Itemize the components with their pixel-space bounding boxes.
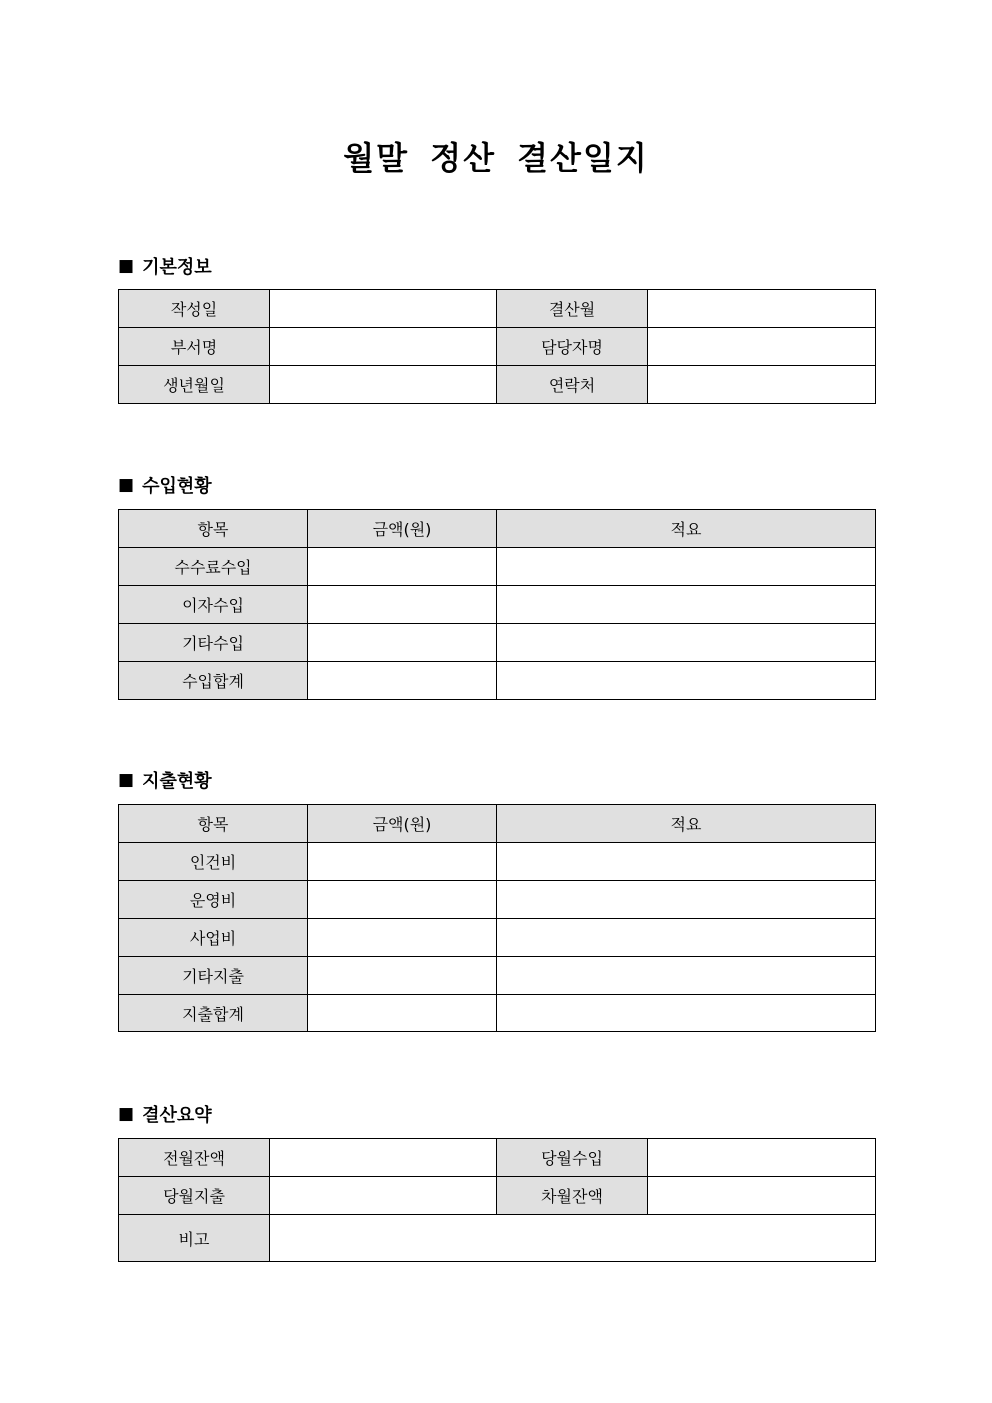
input-cell[interactable]	[270, 366, 497, 404]
column-header: 적요	[497, 510, 876, 548]
input-cell[interactable]	[648, 1139, 876, 1177]
section-heading-summary	[118, 1101, 212, 1127]
item-label: 이자수입	[119, 586, 308, 624]
amount-cell[interactable]	[308, 586, 497, 624]
input-cell[interactable]	[270, 1139, 497, 1177]
input-cell[interactable]	[270, 1177, 497, 1215]
label-cell: 당월수입	[497, 1139, 648, 1177]
table-row	[119, 995, 876, 1032]
item-label: 수수료수입	[119, 548, 308, 586]
basic-info-table	[118, 289, 876, 404]
label-cell: 생년월일	[119, 366, 270, 404]
column-header: 금액(원)	[308, 805, 497, 843]
table-row	[119, 1139, 876, 1177]
table-row	[119, 919, 876, 957]
table-row	[119, 624, 876, 662]
table-row	[119, 290, 876, 328]
label-cell: 비고	[119, 1215, 270, 1262]
item-label: 운영비	[119, 881, 308, 919]
label-cell: 차월잔액	[497, 1177, 648, 1215]
note-cell[interactable]	[497, 586, 876, 624]
section-title: 기본정보	[142, 257, 212, 278]
table-row	[119, 366, 876, 404]
table-row	[119, 1215, 876, 1262]
note-cell[interactable]	[497, 662, 876, 700]
item-label: 인건비	[119, 843, 308, 881]
summary-table	[118, 1138, 876, 1262]
amount-cell[interactable]	[308, 624, 497, 662]
item-label: 지출합계	[119, 995, 308, 1032]
note-cell[interactable]	[497, 624, 876, 662]
label-cell: 연락처	[497, 366, 648, 404]
note-cell[interactable]	[497, 843, 876, 881]
table-row	[119, 881, 876, 919]
income-table	[118, 509, 876, 700]
input-cell[interactable]	[270, 328, 497, 366]
label-cell: 전월잔액	[119, 1139, 270, 1177]
amount-cell[interactable]	[308, 843, 497, 881]
table-row	[119, 328, 876, 366]
column-header: 항목	[119, 510, 308, 548]
table-row	[119, 662, 876, 700]
table-row	[119, 957, 876, 995]
square-bullet-icon: ■	[118, 256, 135, 276]
item-label: 기타지출	[119, 957, 308, 995]
amount-cell[interactable]	[308, 995, 497, 1032]
amount-cell[interactable]	[308, 957, 497, 995]
label-cell: 작성일	[119, 290, 270, 328]
table-row	[119, 548, 876, 586]
column-header: 항목	[119, 805, 308, 843]
input-cell[interactable]	[648, 1177, 876, 1215]
section-heading-basic	[118, 253, 212, 279]
amount-cell[interactable]	[308, 919, 497, 957]
label-cell: 결산월	[497, 290, 648, 328]
item-label: 수입합계	[119, 662, 308, 700]
section-title: 결산요약	[142, 1105, 212, 1126]
amount-cell[interactable]	[308, 662, 497, 700]
column-header: 적요	[497, 805, 876, 843]
section-title: 수입현황	[142, 476, 212, 497]
amount-cell[interactable]	[308, 548, 497, 586]
table-row	[119, 1177, 876, 1215]
document-title: 월말 정산 결산일지	[343, 139, 649, 177]
column-header: 금액(원)	[308, 510, 497, 548]
note-cell[interactable]	[497, 881, 876, 919]
expense-table	[118, 804, 876, 1032]
section-heading-income	[118, 472, 212, 498]
input-cell[interactable]	[648, 366, 876, 404]
amount-cell[interactable]	[308, 881, 497, 919]
note-cell[interactable]	[497, 957, 876, 995]
table-row	[119, 843, 876, 881]
square-bullet-icon: ■	[118, 770, 135, 790]
label-cell: 담당자명	[497, 328, 648, 366]
item-label: 사업비	[119, 919, 308, 957]
input-cell[interactable]	[270, 290, 497, 328]
input-cell[interactable]	[648, 328, 876, 366]
note-cell[interactable]	[497, 919, 876, 957]
section-heading-expense	[118, 767, 212, 793]
input-cell[interactable]	[648, 290, 876, 328]
table-header-row	[119, 805, 876, 843]
square-bullet-icon: ■	[118, 475, 135, 495]
table-header-row	[119, 510, 876, 548]
section-title: 지출현황	[142, 771, 212, 792]
remarks-cell[interactable]	[270, 1215, 876, 1262]
table-row	[119, 586, 876, 624]
square-bullet-icon: ■	[118, 1104, 135, 1124]
item-label: 기타수입	[119, 624, 308, 662]
note-cell[interactable]	[497, 548, 876, 586]
note-cell[interactable]	[497, 995, 876, 1032]
label-cell: 당월지출	[119, 1177, 270, 1215]
label-cell: 부서명	[119, 328, 270, 366]
